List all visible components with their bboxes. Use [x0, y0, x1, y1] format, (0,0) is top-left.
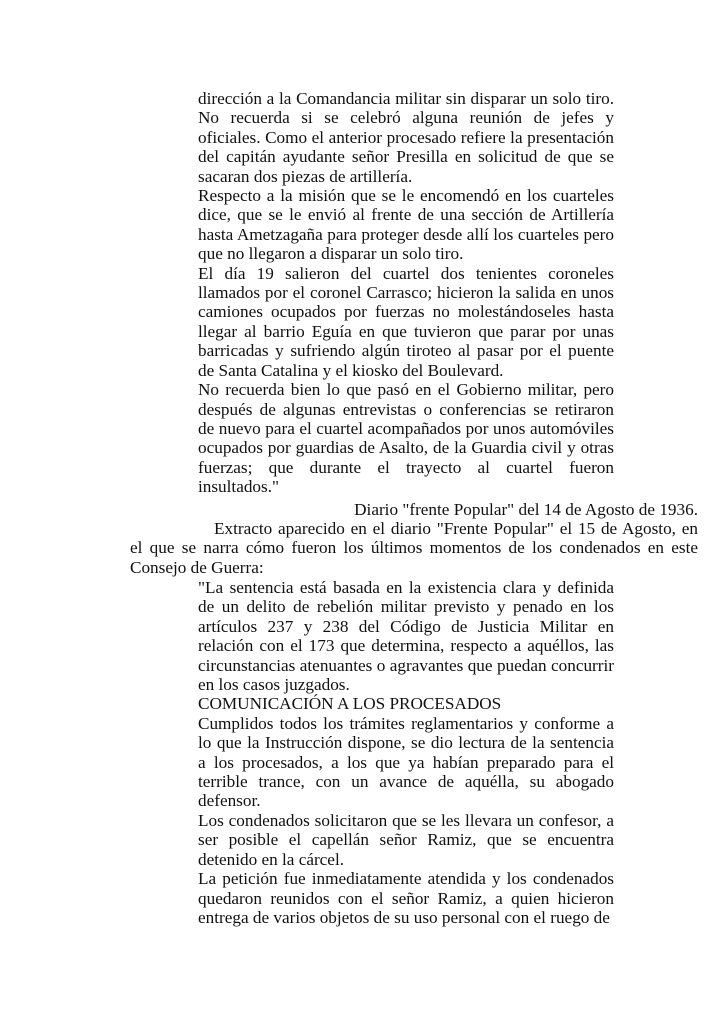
paragraph: La petición fue inmediatamente atendida y los condenados quedaron reunidos con el señor Ramiz, a quien hicieron entrega de varios objetos de su uso personal con el ruego de	[198, 869, 614, 927]
paragraph: El día 19 salieron del cuartel dos tenientes coroneles llamados por el coronel Carrasco; hicieron la salida en unos camiones ocupados por fuerzas no molestándoseles hasta llegar al barrio Eguía en que tuvieron que parar por unas barricadas y sufriendo algún tiroteo al pasar por el puente de Santa Catalina y el kiosko del Boulevard.	[198, 263, 614, 380]
intro-paragraph: Extracto aparecido en el diario "Frente Popular" el 15 de Agosto, en el que se narra cómo fueron los últimos momentos de los condenados en este Consejo de Guerra:	[130, 519, 698, 577]
source-citation: Diario "frente Popular" del 14 de Agosto de 1936.	[354, 500, 698, 519]
paragraph: dirección a la Comandancia militar sin disparar un solo tiro. No recuerda si se celebró alguna reunión de jefes y oficiales. Como el anterior procesado refiere la presentación del capitán ayudante señor Presilla en solicitud de que se sacaran dos piezas de artillería.	[198, 89, 614, 186]
paragraph: "La sentencia está basada en la existencia clara y definida de un delito de rebelión militar previsto y penado en los artículos 237 y 238 del Código de Justicia Militar en relación con el 173 que determina, respecto a aquéllos, las circunstancias atenuantes o agravantes que puedan concurrir en los casos juzgados.	[198, 578, 614, 695]
paragraph: Los condenados solicitaron que se les llevara un confesor, a ser posible el capellán señor Ramiz, que se encuentra detenido en la cárcel.	[198, 810, 614, 869]
section-heading: COMUNICACIÓN A LOS PROCESADOS	[198, 694, 502, 714]
testimony-block	[198, 89, 614, 497]
paragraph: Cumplidos todos los trámites reglamentarios y conforme a lo que la Instrucción dispone, se dio lectura de la sentencia a los procesados, a los que ya habían preparado para el terrible trance, con un avance de aquélla, su abogado defensor.	[198, 713, 614, 811]
paragraph: No recuerda bien lo que pasó en el Gobierno militar, pero después de algunas entrevistas o conferencias se retiraron de nuevo para el cuartel acompañados por unos automóviles ocupados por guardias de Asalto, de la Guardia civil y otras fuerzas; que durante el trayecto al cuartel fueron insultados."	[198, 380, 614, 497]
sentence-block	[198, 578, 614, 927]
paragraph: Respecto a la misión que se le encomendó en los cuarteles dice, que se le envió al frente de una sección de Artillería hasta Ametzagaña para proteger desde allí los cuarteles pero que no llegaron a disparar un solo tiro.	[198, 186, 614, 264]
